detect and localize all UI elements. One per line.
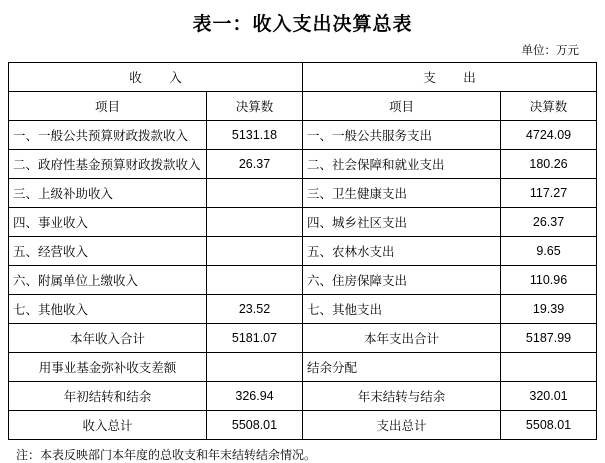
- footnote: 注：本表反映部门本年度的总收支和年末结转结余情况。: [16, 448, 317, 462]
- unit-label: 单位：万元: [521, 45, 579, 57]
- group-header-income: 收 入: [9, 63, 303, 92]
- income-item: 年初结转和结余: [9, 382, 207, 411]
- income-item: 三、上级补助收入: [9, 179, 207, 208]
- table-row: [9, 237, 597, 266]
- expense-value: 4724.09: [501, 121, 597, 150]
- column-header-expense-value: 决算数: [501, 92, 597, 121]
- expense-item: 六、住房保障支出: [303, 266, 501, 295]
- expense-item: 结余分配: [303, 353, 501, 382]
- income-value: [207, 237, 303, 266]
- expense-value: 26.37: [501, 208, 597, 237]
- income-item: 七、其他收入: [9, 295, 207, 324]
- income-value: 5131.18: [207, 121, 303, 150]
- expense-item: 三、卫生健康支出: [303, 179, 501, 208]
- table-row: [9, 353, 597, 382]
- table-row-total: [9, 324, 597, 353]
- column-header-income-item: 项目: [9, 92, 207, 121]
- income-value: [207, 266, 303, 295]
- expense-value: 19.39: [501, 295, 597, 324]
- expense-value: 9.65: [501, 237, 597, 266]
- column-header-expense-item: 项目: [303, 92, 501, 121]
- page-title: 表一：收入支出决算总表: [192, 14, 413, 35]
- expense-value: [501, 353, 597, 382]
- table-row: [9, 295, 597, 324]
- income-item: 二、政府性基金预算财政拨款收入: [9, 150, 207, 179]
- income-item: 一、一般公共预算财政拨款收入: [9, 121, 207, 150]
- expense-item: 七、其他支出: [303, 295, 501, 324]
- table-row: [9, 150, 597, 179]
- income-value: 5508.01: [207, 411, 303, 440]
- income-item: 四、事业收入: [9, 208, 207, 237]
- income-value: 26.37: [207, 150, 303, 179]
- income-value: [207, 353, 303, 382]
- income-value: 5181.07: [207, 324, 303, 353]
- table-row: [9, 266, 597, 295]
- income-value: 23.52: [207, 295, 303, 324]
- table-row: [9, 208, 597, 237]
- expense-value: 320.01: [501, 382, 597, 411]
- table-row: [9, 382, 597, 411]
- table-row-grand-total: [9, 411, 597, 440]
- income-item: 本年收入合计: [9, 324, 207, 353]
- income-value: [207, 208, 303, 237]
- expense-value: 110.96: [501, 266, 597, 295]
- income-item: 六、附属单位上缴收入: [9, 266, 207, 295]
- expense-item: 五、农林水支出: [303, 237, 501, 266]
- group-header-expense: 支 出: [303, 63, 597, 92]
- expense-item: 支出总计: [303, 411, 501, 440]
- column-header-income-value: 决算数: [207, 92, 303, 121]
- expense-value: 117.27: [501, 179, 597, 208]
- expense-item: 二、社会保障和就业支出: [303, 150, 501, 179]
- income-item: 五、经营收入: [9, 237, 207, 266]
- table-row: [9, 121, 597, 150]
- expense-item: 年末结转与结余: [303, 382, 501, 411]
- income-item: 用事业基金弥补收支差额: [9, 353, 207, 382]
- income-value: 326.94: [207, 382, 303, 411]
- expense-item: 本年支出合计: [303, 324, 501, 353]
- budget-summary-table: [8, 62, 597, 440]
- expense-value: 180.26: [501, 150, 597, 179]
- expense-item: 一、一般公共服务支出: [303, 121, 501, 150]
- table-row: [9, 179, 597, 208]
- income-value: [207, 179, 303, 208]
- expense-value: 5508.01: [501, 411, 597, 440]
- expense-item: 四、城乡社区支出: [303, 208, 501, 237]
- income-item: 收入总计: [9, 411, 207, 440]
- table-group-header-row: [9, 63, 597, 92]
- table-column-header-row: [9, 92, 597, 121]
- expense-value: 5187.99: [501, 324, 597, 353]
